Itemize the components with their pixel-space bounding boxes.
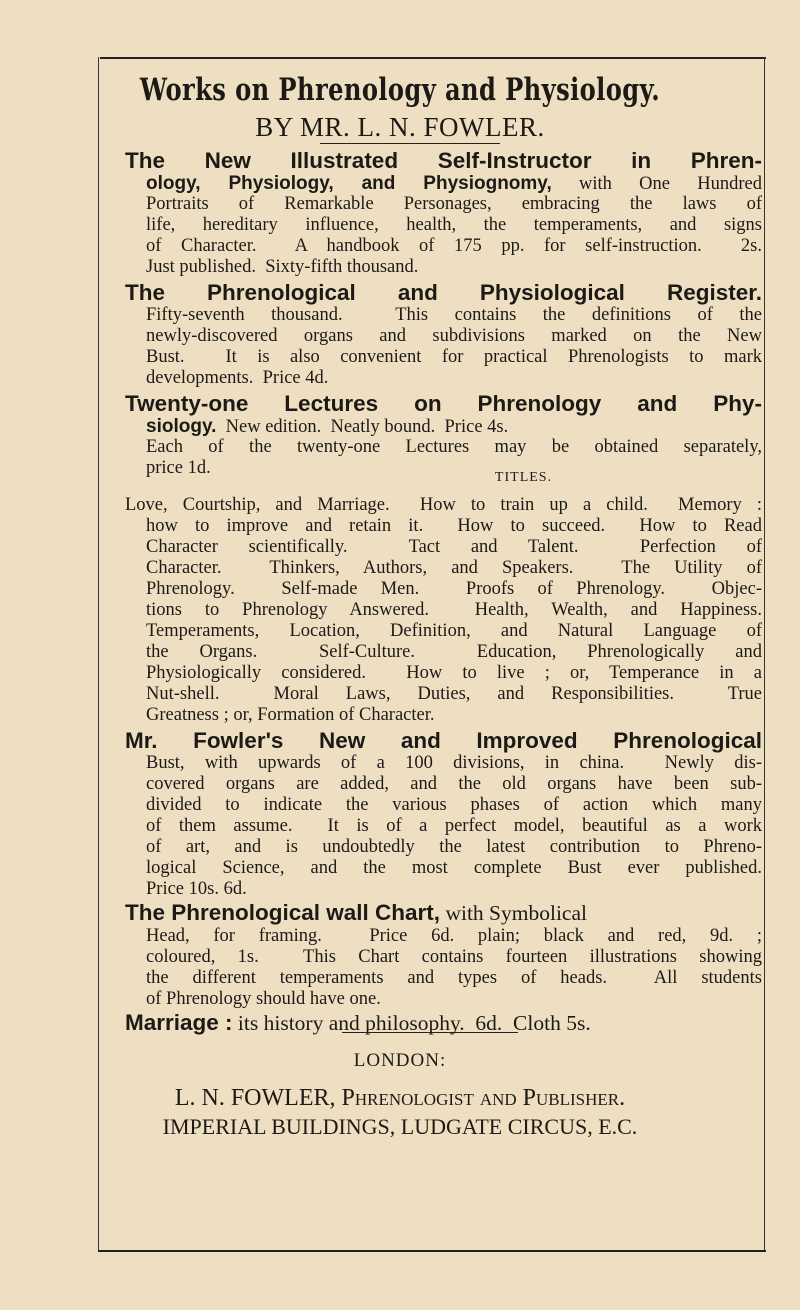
frame-border-left [98,57,99,1252]
description-line [146,947,762,968]
divider [342,1032,518,1033]
imprint-publisher [0,1085,800,1112]
description-line [146,926,762,947]
description-line [146,516,762,537]
line-text: of Character. A handbook of 175 pp. for self-instruction. 2s. [146,236,762,256]
line-text: of them assume. It is of a perfect model, beautiful as a work [146,816,762,836]
description-line [146,837,762,858]
frame-border-bottom [98,1250,766,1252]
line-text: life, hereditary influence, health, the temperaments, and signs [146,215,762,235]
frame-border-right [764,57,765,1252]
description-line [146,663,762,684]
description-line [146,795,762,816]
description-line [146,879,762,900]
line-text: Character scientifically. Tact and Talent. Perfection of [146,537,762,557]
line-text: of art, and is undoubtedly the latest contribution to Phreno- [146,837,762,857]
line-text: its history and philosophy. 6d. Cloth 5s. [232,1011,591,1035]
description-line [146,347,762,368]
line-text: covered organs are added, and the old organs have been sub- [146,774,762,794]
imprint-address: IMPERIAL BUILDINGS, LUDGATE CIRCUS, E.C. [162,1114,638,1139]
imprint-city: LONDON: [353,1050,447,1071]
line-text: how to improve and retain it. How to succeed. How to Read [146,516,762,536]
line-text: New edition. Neatly bound. Price 4s. [216,417,509,437]
description-line [146,816,762,837]
line-text: price 1d. [146,458,211,478]
publisher-role: Phrenologist and Publisher. [341,1085,626,1111]
work-entry [125,900,762,1010]
description-line [146,858,762,879]
line-text: Each of the twenty-one Lectures may be obtained separately, [146,437,762,457]
description-line [146,705,762,726]
divider [320,143,500,144]
bold-title-text: Marriage : [125,1010,233,1035]
author-byline: BY MR. L. N. FOWLER. [255,112,545,142]
work-entry [125,281,762,389]
description-line [146,368,762,389]
publisher-name: L. N. FOWLER, [174,1085,336,1111]
line-text: the Organs. Self-Culture. Education, Phrenologically and [146,642,762,662]
line-text: the different temperaments and types of heads. All students [146,968,762,988]
description-line [146,437,762,458]
description-line [146,989,762,1010]
description-line [146,558,762,579]
frame-border-top [100,57,766,59]
description-line [125,495,762,516]
bold-title-text: siology. [146,416,217,437]
line-text: Character. Thinkers, Authors, and Speakers. The Utility of [146,558,762,578]
work-title: Mr. Fowler's New and Improved Phrenological [125,728,762,753]
description-line [146,537,762,558]
line-text: Nut-shell. Moral Laws, Duties, and Responsibilities. True [146,684,762,704]
line-text: Price 10s. 6d. [146,879,247,899]
line-text: Temperaments, Location, Definition, and Natural Language of [146,621,762,641]
description-line [146,215,762,236]
line-text: Just published. Sixty-fifth thousand. [146,257,419,277]
bold-title-text: ology, Physiology, and Physiognomy, [146,173,552,194]
line-text: developments. Price 4d. [146,368,329,388]
work-title-line [125,900,762,926]
description-line [146,579,762,600]
description-line [146,621,762,642]
works-list [125,146,762,1036]
line-text: coloured, 1s. This Chart contains fourteen illustrations showing [146,947,762,967]
description-line [146,194,762,215]
line-text: Greatness ; or, Formation of Character. [146,705,435,725]
description-line [146,305,762,326]
line-text: with One Hundred [551,174,762,194]
line-text: logical Science, and the most complete Bust ever published. [146,858,762,878]
line-text: with Symbolical [440,901,587,925]
description-line [146,236,762,257]
line-text: Bust, with upwards of a 100 divisions, in china. Newly dis- [146,753,762,773]
work-title: The Phrenological and Physiological Register. [125,280,762,305]
line-text: newly-discovered organs and subdivisions marked on the New [146,326,762,346]
description-line [146,774,762,795]
description-line [146,642,762,663]
work-title: Twenty-one Lectures on Phrenology and Phy- [125,391,762,416]
work-title: The New Illustrated Self-Instructor in Phren- [125,148,762,173]
line-text: tions to Phrenology Answered. Health, Wealth, and Happiness. [146,600,762,620]
description-line [146,684,762,705]
description-line [146,326,762,347]
line-text: divided to indicate the various phases of action which many [146,795,762,815]
work-entry [125,392,762,726]
line-text: Physiologically considered. How to live ; or, Temperance in a [146,663,762,683]
bold-title-text: The Phrenological wall Chart, [125,900,441,925]
description-line [146,173,762,194]
description-line [146,968,762,989]
line-text: Bust. It is also convenient for practical Phrenologists to mark [146,347,762,367]
line-text: Love, Courtship, and Marriage. How to train up a child. Memory : [125,495,762,515]
description-line [146,600,762,621]
page-title: Works on Phrenology and Physiology. [139,72,661,108]
description-line [146,416,762,437]
titles-subheading: TITLES. [494,470,553,485]
line-text: of Phrenology should have one. [146,989,381,1009]
description-line [146,257,762,278]
line-text: Portraits of Remarkable Personages, embracing the laws of [146,194,762,214]
line-text: Phrenology. Self-made Men. Proofs of Phrenology. Objec- [146,579,762,599]
line-text: Head, for framing. Price 6d. plain; black and red, 9d. ; [146,926,762,946]
work-entry [125,729,762,900]
work-entry [125,149,762,278]
line-text: Fifty-seventh thousand. This contains the definitions of the [146,305,762,325]
description-line [146,753,762,774]
